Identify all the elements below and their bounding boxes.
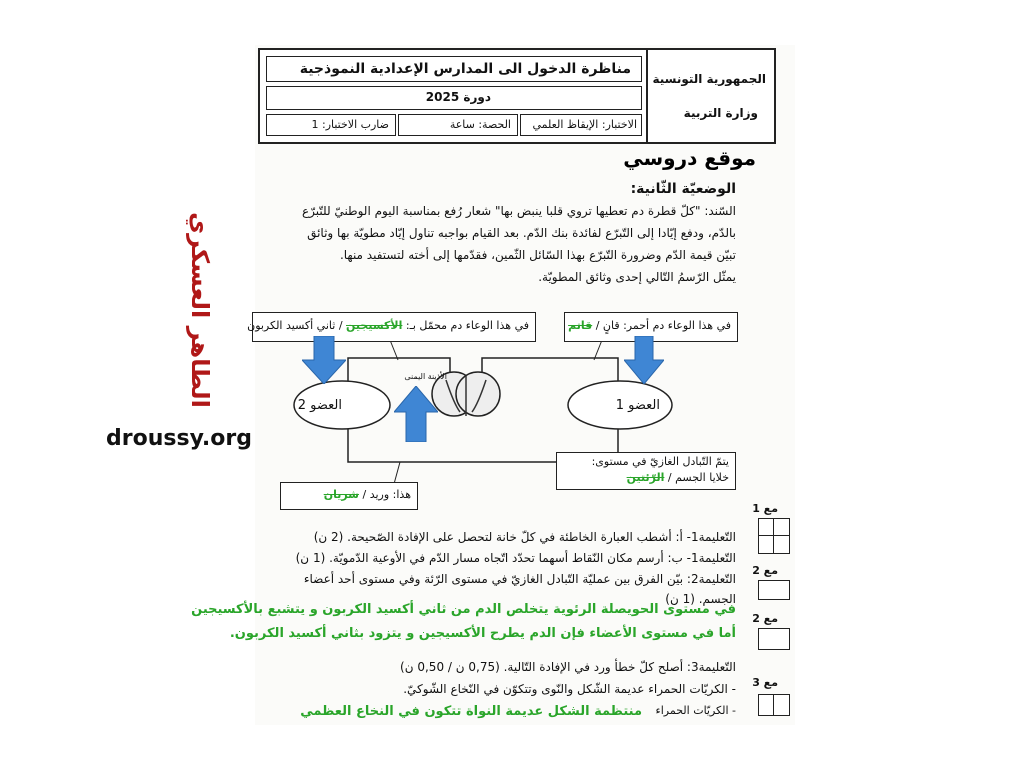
left-vessel-crossed: الأكسيجين <box>346 319 403 332</box>
blue-arrow-up <box>394 386 438 442</box>
instruction-3: التّعليمة3: أصلح كلّ خطأ ورد في الإفادة التّالية. (0,75 ن / 0,50 ن) <box>400 660 736 674</box>
site-watermark-url: droussy.org <box>106 426 252 451</box>
instruction-3-line-1: - الكريّات الحمراء عديمة الشّكل والنّوى وتتكوّن في النّخاع الشّوكيّ. <box>403 682 736 696</box>
vessel-type-pointer-line <box>394 462 400 484</box>
score-label-3: مع 3 <box>752 676 778 689</box>
vessel-type-prefix: هذا: وريد / <box>362 488 411 501</box>
answer-2-line-2: أما في مستوى الأعضاء فإن الدم يطرح الأكسيجين و يتزود بثاني أكسيد الكربون. <box>229 626 736 641</box>
exam-subject: الاختبار: الإيقاظ العلمي <box>532 118 637 131</box>
exchange-box <box>556 452 736 490</box>
vessel-type-crossed: شريان <box>323 488 359 501</box>
situation-line-1: السّند: "كلّ قطرة دم تعطيها تروي قلبا ينبض بها" شعار رُفع بمناسبة اليوم الوطنيّ للتّبرّع <box>301 204 736 218</box>
situation-line-3: تبيّن قيمة الدّم وضرورة التّبرّع بهذا السّائل الثّمين، فقدّمها إلى أخته لتستفيد منها. <box>339 248 736 262</box>
duration-cell <box>398 114 518 136</box>
situation-line-4: يمثّل الرّسمُ التّالي إحدى وثائق المطويّة. <box>538 270 736 284</box>
right-vessel-answer: قانٍ / <box>595 319 620 332</box>
header-ministry-box <box>646 48 776 144</box>
situation-heading: الوضعيّة الثّانية: <box>630 181 736 197</box>
instruction-1b: التّعليمة1- ب: أرسم مكان النّقاط أسهما تحدّد اتّجاه مسار الدّم في الأوعية الدّمويّة. (1 ن) <box>295 551 736 565</box>
right-vessel-label: في هذا الوعاء دم أحمر: <box>623 319 731 332</box>
blue-arrow-down-right <box>624 336 664 384</box>
exchange-line-1: يتمّ التّبادل الغازيّ في مستوى: <box>591 455 729 468</box>
left-vessel-answer: / ثاني أكسيد الكربون <box>247 319 343 332</box>
score-grid-1 <box>758 518 790 554</box>
score-label-1: مع 1 <box>752 502 778 515</box>
upper-right-vessel <box>482 358 618 386</box>
instruction-1a: التّعليمة1- أ: أشطب العبارة الخاطئة في كلّ خانة لتحصل على الإفادة الصّحيحة. (2 ن) <box>313 530 736 544</box>
instruction-2-cont: الجسم. (1 ن) <box>665 592 736 606</box>
exchange-answer: خلايا الجسم / <box>667 471 729 484</box>
score-label-2b: مع 2 <box>752 612 778 625</box>
situation-line-2: بالدّم، ودفع إيّادا إلى التّبرّع لفائدة بنك الدّم. بعد القيام بواجبه تناول إيّاد مطويّة بها وثائق <box>307 226 736 240</box>
left-vessel-box <box>247 312 536 342</box>
blue-arrow-down-left <box>302 336 346 384</box>
exam-title: مناظرة الدخول الى المدارس الإعدادية النموذجية <box>299 61 631 77</box>
coefficient-cell <box>266 114 396 136</box>
right-pointer-line <box>594 340 602 360</box>
answer-3: منتظمة الشكل عديمة النواة تتكون في النخاع العظمي <box>300 704 642 719</box>
exchange-crossed: الرّئتين <box>626 471 665 484</box>
site-watermark-ar: موقع دروسي <box>623 146 756 170</box>
score-box-3 <box>758 694 790 716</box>
republic-label: الجمهورية التونسية <box>652 72 766 86</box>
left-pointer-line <box>390 340 398 360</box>
right-vessel-crossed: قاتم <box>568 319 593 332</box>
exam-duration: الحصة: ساعة <box>449 118 511 131</box>
right-atrium-label: الأذينة اليمنى <box>404 372 447 381</box>
ministry-label: وزارة التربية <box>683 106 758 120</box>
session-cell <box>266 86 642 110</box>
author-watermark: الطاهر العسكري <box>186 212 214 408</box>
organ-1-label: العضو 1 <box>615 398 660 413</box>
header-main-box <box>258 48 650 144</box>
instruction-3-line-2: - الكريّات الحمراء <box>655 704 736 717</box>
vessel-type-box <box>280 482 418 510</box>
answer-2-line-1: في مستوى الحويصلة الرئوية يتخلص الدم من ثاني أكسيد الكربون و يتشبع بالأكسيجين <box>191 602 736 617</box>
title-cell <box>266 56 642 82</box>
left-vessel-label: في هذا الوعاء دم محمّل بـ: <box>405 319 529 332</box>
score-label-2a: مع 2 <box>752 564 778 577</box>
subject-cell <box>520 114 642 136</box>
organ-2-label: العضو 2 <box>297 398 342 413</box>
exam-session: دورة 2025 <box>425 90 491 104</box>
exam-coefficient: ضارب الاختبار: 1 <box>311 118 389 131</box>
score-box-2b <box>758 628 790 650</box>
instruction-2: التّعليمة2: بيّن الفرق بين عمليّة التّبادل الغازيّ في مستوى الرّئة وفي مستوى أحد أعضاء <box>303 572 736 586</box>
score-box-2a <box>758 580 790 600</box>
